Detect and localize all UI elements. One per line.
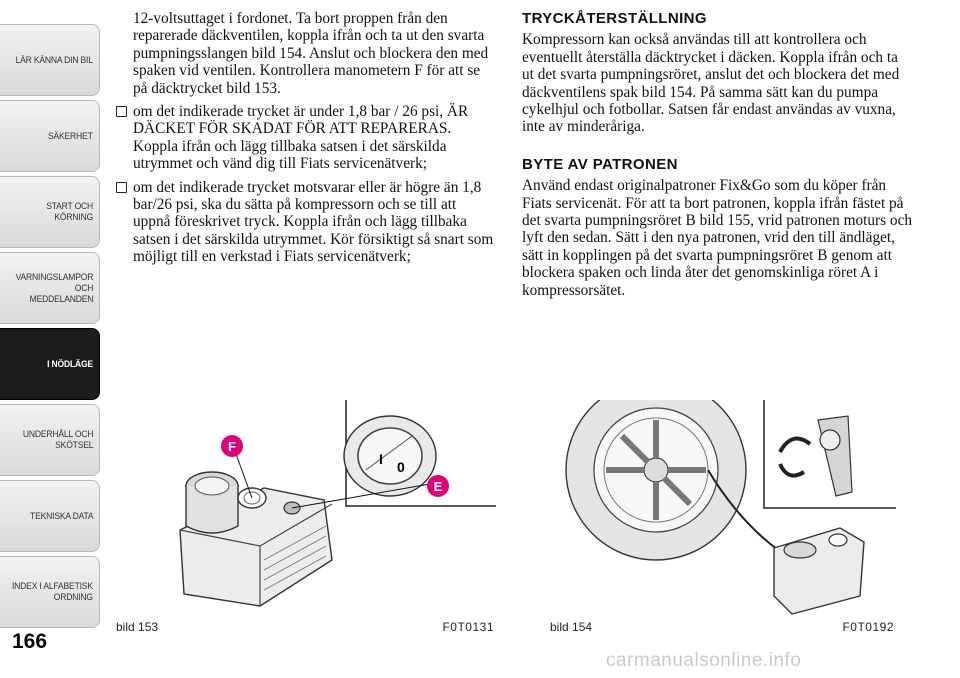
tab-i-nodlage[interactable]	[0, 328, 100, 400]
checkbox-bullet-icon	[116, 182, 127, 193]
tab-label: VARNINGSLAMPOR OCH MEDDELANDEN	[15, 271, 93, 305]
figure-caption: bild 154	[550, 620, 593, 634]
tab-label: UNDERHÅLL OCH SKÖTSEL	[22, 429, 93, 451]
tab-tekniska-data[interactable]	[0, 480, 100, 552]
tab-varningslampor[interactable]	[0, 252, 100, 324]
tire-inflation-illustration	[548, 400, 896, 618]
tab-label: I NÖDLÄGE	[47, 358, 93, 370]
watermark: carmanualsonline.info	[606, 650, 802, 671]
figure-bild-153	[114, 400, 496, 634]
tab-index[interactable]	[0, 556, 100, 628]
figure-code: F0T0192	[842, 620, 894, 634]
list-item-text: om det indikerade trycket motsvarar eller är högre än 1,8 bar/26 psi, ska du sätta på kompressorn och se till att uppnå föreskrivet tryck. Koppla ifrån och lägg tillbaka satsen i det särskilda utrymmet. Kör försiktigt så snart som möjligt till en verkstad i Fiats servicenätverk;	[133, 178, 494, 266]
paragraph-byte-av-patronen: Använd endast originalpatroner Fix&Go som du köper från Fiats servicenät. För att ta bort patronen, koppla ifrån fästet på det svarta pumpningsröret B bild 155, vrid patronen moturs och lyft den sedan. Sätt i den nya patronen, vrid den till ändläget, sätt in kopplingen på det svarta pumpningsröret B genom att blockera spaken och linda åter det genomskinliga röret A i kompressorsätet.	[522, 177, 913, 299]
section-heading-tryckaterstallning: TRYCKÅTERSTÄLLNING	[522, 10, 707, 27]
tab-label: SÄKERHET	[48, 130, 93, 142]
list-item-text: om det indikerade trycket är under 1,8 bar / 26 psi, ÄR DÄCKET FÖR SKADAT FÖR ATT REPARERAS. Koppla ifrån och lägg tillbaka satsen i det särskilda utrymmet och vänd dig till Fiats servicenätverk;	[133, 103, 469, 173]
intro-paragraph: 12-voltsuttaget i fordonet. Ta bort proppen från den reparerade däckventilen, koppla ifrån och ta ut den svarta pumpningsslangen bild 154. Anslut och blockera den med spaken vid ventilen. Kontrollera manometern F för att se på däcktrycket bild 153.	[133, 10, 489, 97]
paragraph-tryckaterstallning: Kompressorn kan också användas till att kontrollera och eventuellt återställa däcktrycket i däcken. Koppla ifrån och ta ut det svarta pumpningsröret, anslut det och blockera det med däckventilens spak bild 154. På samma sätt kan du pumpa cykelhjul och fotbollar. Satsen får endast användas av vuxna, inte av minderåriga.	[522, 31, 900, 136]
list-item	[114, 103, 494, 173]
tab-label: START OCH KÖRNING	[46, 201, 93, 223]
tab-label: TEKNISKA DATA	[29, 510, 93, 522]
left-column	[114, 10, 494, 272]
figure-bild-154	[548, 400, 896, 634]
tab-underhall-och-skotsel[interactable]	[0, 404, 100, 476]
switch-on-label: I	[379, 451, 383, 467]
tab-start-och-korning[interactable]	[0, 176, 100, 248]
tab-sakerhet[interactable]	[0, 100, 100, 172]
figure-code: F0T0131	[442, 620, 494, 634]
page-number: 166	[12, 630, 48, 653]
marker-f-label: F	[228, 439, 236, 454]
right-column	[522, 10, 912, 305]
section-heading-byte-av-patronen: BYTE AV PATRONEN	[522, 155, 678, 173]
switch-off-label: 0	[397, 459, 405, 475]
compressor-illustration	[114, 400, 496, 618]
marker-e-label: E	[433, 479, 443, 494]
tab-lar-kanna-din-bil[interactable]	[0, 24, 100, 96]
tab-label: LÄR KÄNNA DIN BIL	[15, 54, 93, 66]
tab-label: INDEX I ALFABETISK ORDNING	[12, 581, 93, 603]
checkbox-bullet-icon	[116, 106, 127, 117]
figure-caption: bild 153	[116, 620, 159, 634]
list-item	[114, 179, 494, 266]
